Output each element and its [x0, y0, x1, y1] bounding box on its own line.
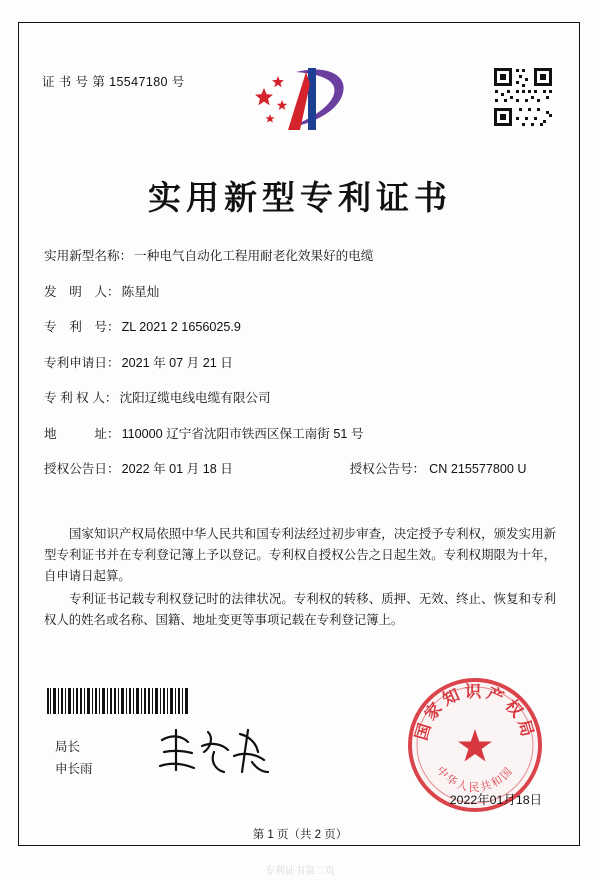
field-value: 2021 年 07 月 21 日: [121, 355, 233, 370]
field-label: 专利申请日：: [44, 355, 120, 370]
field-row: [44, 390, 556, 406]
field-value: 陈星灿: [121, 284, 160, 299]
field-value: 沈阳辽缆电线电缆有限公司: [119, 391, 271, 405]
field-label: 发 明 人：: [44, 284, 120, 299]
director-label: 局长: [55, 740, 81, 754]
field-value: 一种电气自动化工程用耐老化效果好的电缆: [134, 249, 374, 263]
field-label: 专 利 号：: [44, 320, 120, 334]
grant-date-label: 授权公告日：: [44, 462, 120, 476]
svg-text:中华人民共和国: 中华人民共和国: [433, 763, 517, 794]
field-label: 实用新型名称：: [44, 249, 133, 263]
grant-number-value: CN 215577800 U: [429, 462, 527, 476]
director-name: 申长雨: [55, 762, 93, 776]
qr-code-icon: [492, 66, 554, 128]
page-number-footer: 第 1 页（共 2 页）: [252, 829, 348, 841]
grant-number-label: 授权公告号：: [349, 462, 426, 476]
svg-text:国家知识产权局: 国家知识产权局: [411, 682, 539, 743]
certificate-number: 证 书 号 第 15547180 号: [42, 75, 185, 89]
field-label: 专 利 权 人：: [44, 391, 118, 405]
grant-date-value: 2022 年 01 月 18 日: [121, 462, 233, 476]
field-row: [44, 248, 556, 264]
page-title: 实用新型专利证书: [148, 178, 452, 217]
handwritten-signature-icon: [152, 722, 272, 780]
legal-paragraph: 国家知识产权局依照中华人民共和国专利法经过初步审查，决定授予专利权，颁发实用新型专利证书并在专利登记簿上予以登记。专利权自授权公告之日起生效。专利权期限为十年，自申请日起算。: [44, 527, 556, 583]
field-row: [44, 284, 556, 300]
patent-office-logo-icon: [250, 62, 356, 140]
legal-paragraph: 专利证书记载专利权登记时的法律状况。专利权的转移、质押、无效、终止、恢复和专利权人的姓名或名称、国籍、地址变更等事项记载在专利登记簿上。: [44, 592, 556, 627]
field-value: 110000 辽宁省沈阳市铁西区保工南街 51 号: [121, 426, 364, 441]
field-value: ZL 2021 2 1656025.9: [121, 320, 241, 334]
legal-text: [44, 524, 556, 633]
field-row: [44, 355, 556, 371]
signature-block: [55, 736, 93, 780]
field-row: [44, 319, 556, 335]
field-row: [44, 426, 556, 442]
field-label: 地 址：: [44, 426, 120, 441]
grant-announcement-row: [44, 461, 556, 477]
barcode-icon: [47, 688, 189, 714]
seal-date: 2022年01月18日: [449, 793, 542, 807]
field-list: [44, 248, 556, 497]
faint-footer-text: 专利证书第二页: [265, 866, 335, 877]
